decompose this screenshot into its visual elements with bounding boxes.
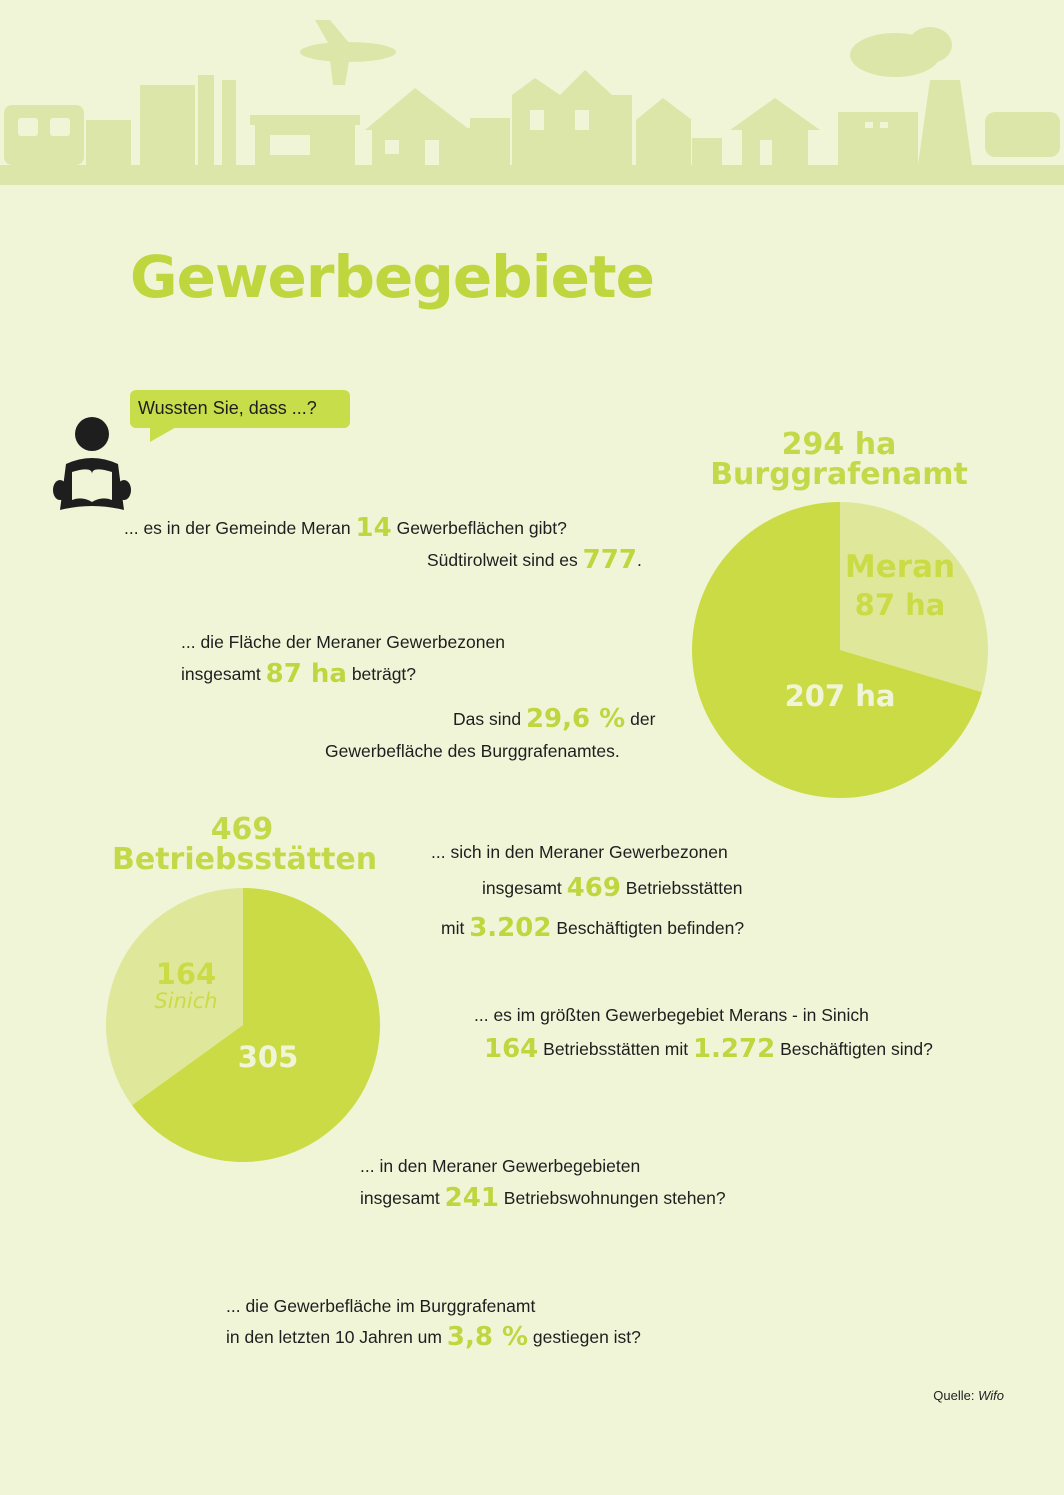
pie1-slice-meran-label: Meran xyxy=(844,549,956,585)
fact-text: Betriebsstätten xyxy=(625,878,743,898)
fact-text: insgesamt xyxy=(482,878,562,898)
fact-flaeche-line2 xyxy=(181,658,416,690)
fact-text: . xyxy=(636,550,642,570)
source-value: Wifo xyxy=(978,1388,1004,1403)
bubble-text: Wussten Sie, dass ...? xyxy=(138,398,317,418)
highlight-number: 1.272 xyxy=(692,1034,776,1064)
fact-gewerbeflaechen xyxy=(124,512,567,544)
fact-text: gestiegen ist? xyxy=(532,1327,641,1347)
highlight-number: 164 xyxy=(484,1034,539,1064)
source-label: Quelle: xyxy=(933,1388,975,1403)
fact-text: der xyxy=(630,709,656,729)
fact-wohnungen-line1: ... in den Meraner Gewerbegebieten xyxy=(360,1156,641,1176)
highlight-number: 3,8 % xyxy=(446,1322,529,1352)
fact-text: Betriebsstätten mit xyxy=(543,1039,689,1059)
page-title: Gewerbegebiete xyxy=(130,243,654,311)
fact-text: insgesamt xyxy=(181,664,261,684)
fact-sinich-line1: ... es im größten Gewerbegebiet Merans - in Sinich xyxy=(474,1005,869,1025)
fact-text: Beschäftigten sind? xyxy=(780,1039,933,1059)
speech-bubble xyxy=(130,390,350,428)
fact-text: Gewerbeflächen gibt? xyxy=(396,518,567,538)
fact-text: Betriebswohnungen stehen? xyxy=(503,1188,726,1208)
skyline-illustration xyxy=(0,0,1064,190)
pie2-slice-sinich-label: Sinich xyxy=(154,989,218,1013)
bubble-tail xyxy=(150,426,178,442)
fact-text: in den letzten 10 Jahren um xyxy=(226,1327,442,1347)
fact-sinich-line2 xyxy=(484,1033,933,1065)
pie2-slice-rest-value: 305 xyxy=(237,1040,299,1074)
pie2-slice-sinich-value: 164 xyxy=(155,957,217,991)
fact-text: beträgt? xyxy=(351,664,417,684)
fact-text: Südtirolweit sind es xyxy=(427,550,578,570)
pie1-title-line2: Burggrafenamt xyxy=(710,457,968,492)
highlight-number: 14 xyxy=(355,513,392,543)
fact-anteil-line1 xyxy=(453,703,655,735)
highlight-number: 469 xyxy=(566,873,621,903)
fact-flaeche-line1: ... die Fläche der Meraner Gewerbezonen xyxy=(181,632,505,652)
fact-wachstum-line2 xyxy=(226,1321,641,1353)
source-note xyxy=(933,1388,1004,1403)
pie-chart-burggrafenamt xyxy=(690,500,990,800)
fact-text: mit xyxy=(441,918,465,938)
fact-wachstum-line1: ... die Gewerbefläche im Burggrafenamt xyxy=(226,1296,536,1316)
fact-suedtirolweit xyxy=(427,544,642,576)
fact-betriebsstaetten-line1: ... sich in den Meraner Gewerbezonen xyxy=(431,842,728,862)
fact-anteil-line2: Gewerbefläche des Burggrafenamtes. xyxy=(325,741,620,761)
highlight-number: 777 xyxy=(582,545,637,575)
fact-text: ... es in der Gemeinde Meran xyxy=(124,518,351,538)
pie-chart-betriebsstaetten xyxy=(104,886,382,1164)
pie1-slice-rest-value: 207 ha xyxy=(784,679,896,713)
highlight-number: 3.202 xyxy=(469,913,552,943)
reader-icon xyxy=(52,412,132,518)
fact-text: Das sind xyxy=(453,709,522,729)
pie2-title-line1: 469 xyxy=(210,812,274,847)
fact-text: insgesamt xyxy=(360,1188,440,1208)
fact-betriebsstaetten-line2 xyxy=(482,872,743,904)
pie1-slice-meran-value: 87 ha xyxy=(854,588,946,622)
highlight-number: 87 ha xyxy=(265,659,347,689)
pie2-title-line2: Betriebsstätten xyxy=(112,842,378,877)
fact-wohnungen-line2 xyxy=(360,1182,726,1214)
fact-betriebsstaetten-line3 xyxy=(441,912,744,944)
highlight-number: 29,6 % xyxy=(525,704,626,734)
pie1-title-line1: 294 ha xyxy=(781,427,897,462)
highlight-number: 241 xyxy=(444,1183,499,1213)
fact-text: Beschäftigten befinden? xyxy=(556,918,745,938)
